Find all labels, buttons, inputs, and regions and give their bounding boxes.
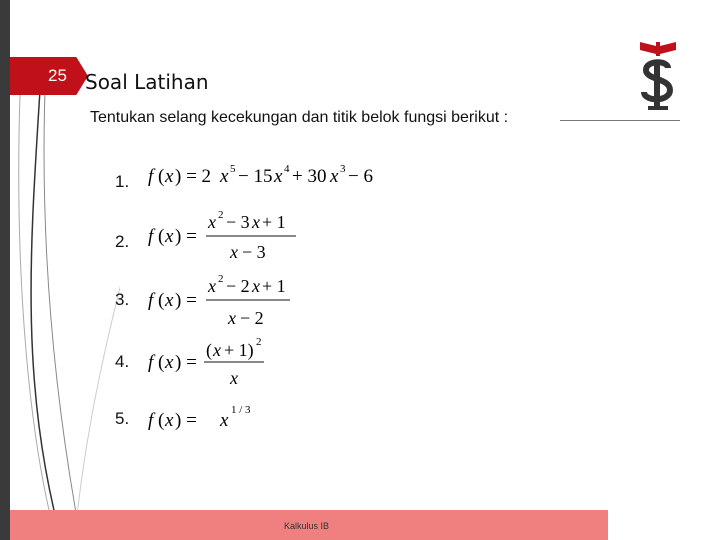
svg-text:x: x	[165, 290, 174, 311]
svg-text:2: 2	[218, 273, 224, 285]
svg-text:5: 5	[230, 163, 236, 175]
svg-text:x: x	[230, 368, 238, 388]
svg-text:+ 1: + 1	[262, 212, 286, 232]
svg-text:+ 1): + 1)	[224, 340, 254, 360]
svg-text:x: x	[208, 276, 216, 296]
svg-text:) =: ) =	[175, 290, 197, 311]
svg-text:) = 2: ) = 2	[175, 166, 212, 187]
svg-text:4: 4	[284, 163, 290, 175]
svg-text:(: (	[158, 352, 165, 373]
svg-text:x: x	[228, 308, 236, 328]
svg-text:x: x	[165, 352, 174, 373]
svg-text:(: (	[158, 290, 165, 311]
svg-text:2: 2	[256, 336, 262, 348]
svg-text:x: x	[330, 166, 339, 187]
svg-text:f: f	[148, 166, 154, 187]
svg-text:(: (	[158, 410, 165, 431]
svg-text:x: x	[165, 226, 174, 247]
slide-number: 25	[48, 66, 67, 85]
svg-text:− 2: − 2	[226, 276, 250, 296]
svg-text:) =: ) =	[175, 410, 197, 431]
problem-number: 1.	[115, 172, 130, 191]
problem-2-equation	[148, 206, 308, 262]
svg-text:f: f	[148, 410, 154, 431]
problem-3-equation	[148, 270, 308, 328]
slide-title: Soal Latihan	[85, 70, 209, 94]
svg-text:f: f	[148, 352, 154, 373]
svg-text:− 3: − 3	[242, 242, 266, 262]
problem-number: 4.	[115, 352, 130, 371]
problem-1-equation	[148, 158, 408, 192]
svg-text:x: x	[252, 276, 260, 296]
svg-text:− 6: − 6	[348, 166, 373, 187]
svg-text:x: x	[165, 410, 174, 431]
svg-text:x: x	[220, 410, 229, 431]
svg-text:x: x	[208, 212, 216, 232]
svg-text:2: 2	[218, 209, 224, 221]
svg-text:(: (	[158, 166, 165, 187]
university-logo-icon	[636, 38, 680, 114]
svg-text:− 2: − 2	[240, 308, 264, 328]
svg-text:x: x	[274, 166, 283, 187]
svg-text:f: f	[148, 226, 154, 247]
problem-4-equation	[148, 336, 288, 392]
svg-text:x: x	[230, 242, 238, 262]
svg-text:x: x	[213, 340, 221, 360]
problem-number: 5.	[115, 409, 130, 428]
instruction-text: Tentukan selang kecekungan dan titik belok fungsi berikut :	[90, 109, 509, 126]
svg-text:1 / 3: 1 / 3	[231, 404, 251, 416]
problem-number: 2.	[115, 232, 130, 251]
svg-text:) =: ) =	[175, 352, 197, 373]
svg-text:− 15: − 15	[238, 166, 273, 187]
svg-text:) =: ) =	[175, 226, 197, 247]
svg-text:x: x	[220, 166, 229, 187]
svg-text:f: f	[148, 290, 154, 311]
svg-text:− 3: − 3	[226, 212, 250, 232]
svg-text:x: x	[252, 212, 260, 232]
svg-text:3: 3	[340, 163, 346, 175]
svg-text:+ 1: + 1	[262, 276, 286, 296]
svg-text:(: (	[158, 226, 165, 247]
svg-text:+ 30: + 30	[292, 166, 327, 187]
problem-5-equation	[148, 400, 288, 436]
svg-text:x: x	[165, 166, 174, 187]
problem-number: 3.	[115, 290, 130, 309]
footer-text: Kalkulus IB	[284, 521, 330, 531]
header-divider	[560, 120, 680, 121]
svg-text:(: (	[206, 340, 212, 360]
